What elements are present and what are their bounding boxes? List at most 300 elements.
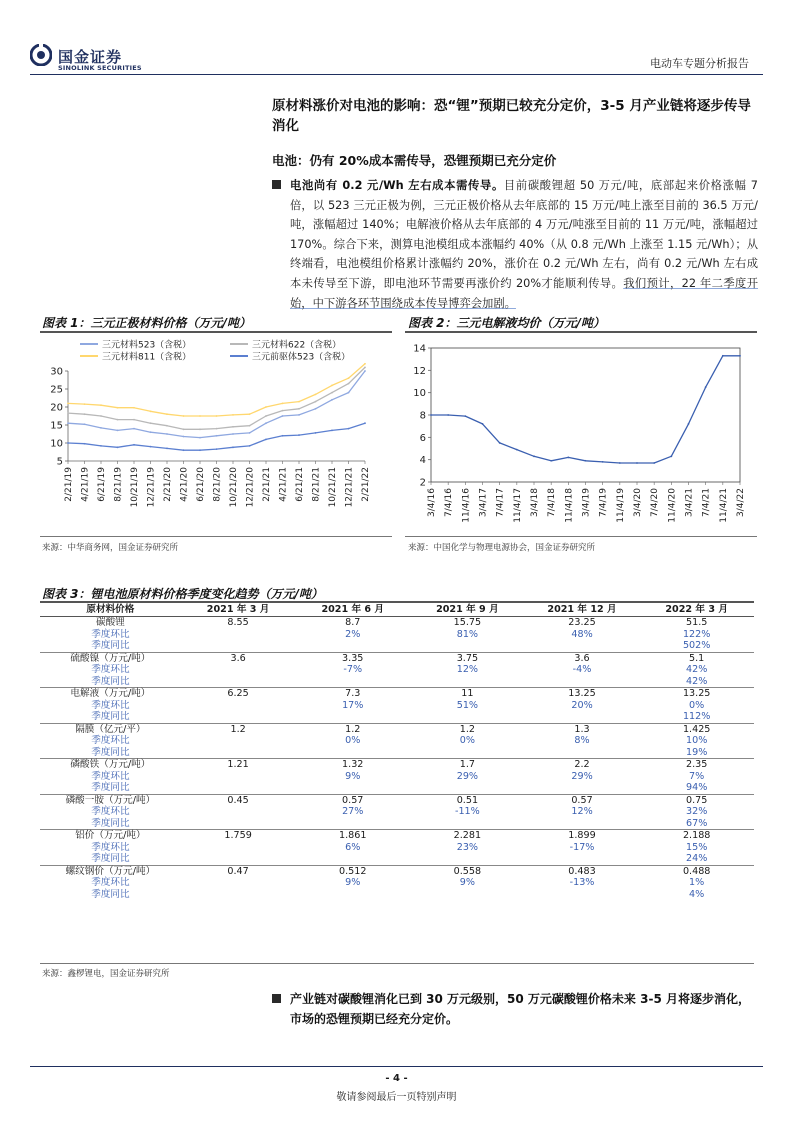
table-cell: 3.6 bbox=[181, 652, 296, 664]
table-cell: 3.35 bbox=[295, 652, 410, 664]
data-point bbox=[331, 392, 333, 394]
y-tick-label: 8 bbox=[419, 410, 426, 422]
table-cell: 0% bbox=[345, 735, 361, 746]
table-row-label: 螺纹钢价（万元/吨） bbox=[40, 865, 181, 877]
data-point bbox=[739, 355, 741, 357]
table-row bbox=[40, 782, 754, 794]
data-point bbox=[249, 445, 251, 447]
table-header-cell: 2021 年 12 月 bbox=[525, 604, 640, 617]
table-cell: 29% bbox=[456, 770, 479, 782]
table-cell: 0.512 bbox=[295, 865, 410, 877]
data-point bbox=[298, 434, 300, 436]
data-point bbox=[166, 425, 168, 427]
table-cell: 0.488 bbox=[639, 865, 754, 877]
data-point bbox=[133, 419, 135, 421]
table-cell bbox=[525, 747, 640, 759]
table-cell bbox=[410, 747, 525, 759]
data-point bbox=[249, 413, 251, 415]
table-cell bbox=[181, 877, 296, 889]
data-point bbox=[265, 415, 267, 417]
data-point bbox=[585, 460, 587, 462]
figure1-bottom-rule bbox=[40, 536, 392, 537]
data-point bbox=[117, 407, 119, 409]
y-tick-label: 25 bbox=[50, 384, 63, 396]
x-tick-label: 11/4/20 bbox=[667, 488, 678, 523]
table-cell: 502% bbox=[682, 640, 711, 651]
y-tick-label: 12 bbox=[413, 365, 426, 377]
x-tick-label: 7/4/19 bbox=[598, 488, 609, 517]
x-tick-label: 6/21/21 bbox=[295, 467, 305, 502]
table-cell bbox=[295, 782, 410, 794]
table-row-label: 季度同比 bbox=[91, 746, 130, 758]
data-point bbox=[348, 392, 350, 394]
data-point bbox=[232, 433, 234, 435]
data-point bbox=[348, 377, 350, 379]
x-tick-label: 8/21/20 bbox=[212, 467, 223, 502]
data-point bbox=[722, 355, 724, 357]
table-cell: 1.2 bbox=[410, 723, 525, 735]
table-cell: 11 bbox=[410, 688, 525, 700]
data-point bbox=[216, 428, 218, 430]
table-row-label: 季度环比 bbox=[91, 806, 130, 817]
table-cell: 0.483 bbox=[525, 865, 640, 877]
table-row-label: 季度环比 bbox=[91, 628, 130, 640]
data-point bbox=[150, 446, 152, 448]
table-row bbox=[40, 700, 754, 712]
table-row bbox=[40, 676, 754, 688]
data-point bbox=[183, 415, 185, 417]
table-header-cell: 原材料价格 bbox=[40, 604, 181, 617]
table-cell: 15% bbox=[686, 841, 708, 853]
x-tick-label: 11/4/18 bbox=[564, 488, 575, 523]
table-cell: 9% bbox=[345, 770, 361, 782]
table-row bbox=[40, 629, 754, 641]
data-point bbox=[430, 414, 432, 416]
logo-text-cn: 国金证券 bbox=[58, 48, 123, 66]
table-cell: 81% bbox=[456, 628, 479, 640]
data-point bbox=[100, 445, 102, 447]
data-point bbox=[364, 422, 366, 424]
data-point bbox=[331, 385, 333, 387]
table-cell bbox=[295, 818, 410, 830]
table-cell bbox=[410, 640, 525, 652]
table-cell: 9% bbox=[345, 877, 361, 888]
data-point bbox=[315, 432, 317, 434]
data-point bbox=[364, 367, 366, 369]
series-line bbox=[68, 371, 365, 438]
x-tick-label: 4/21/19 bbox=[80, 467, 91, 502]
data-point bbox=[364, 370, 366, 372]
table-cell bbox=[295, 747, 410, 759]
legend-label: 三元材料811（含税） bbox=[102, 352, 192, 363]
table-cell: 2.35 bbox=[639, 759, 754, 771]
table-cell bbox=[410, 818, 525, 830]
table-cell: -11% bbox=[454, 806, 480, 817]
figure2-source: 来源：中国化学与物理电源协会，国金证券研究所 bbox=[408, 543, 596, 553]
data-point bbox=[482, 423, 484, 425]
page-number: - 4 - bbox=[385, 1073, 408, 1084]
table-cell: -4% bbox=[572, 664, 592, 675]
table-cell: 9% bbox=[459, 877, 475, 888]
figure3-bottom-rule bbox=[40, 963, 754, 964]
x-tick-label: 3/4/19 bbox=[581, 488, 592, 517]
data-point bbox=[199, 415, 201, 417]
x-tick-label: 10/21/21 bbox=[328, 467, 338, 508]
table-row-label: 磷酸一胺（万元/吨） bbox=[40, 794, 181, 806]
table-cell bbox=[525, 853, 640, 865]
data-point bbox=[364, 363, 366, 365]
table-row bbox=[40, 830, 754, 842]
table-cell bbox=[410, 676, 525, 688]
data-point bbox=[67, 422, 69, 424]
x-tick-label: 7/4/16 bbox=[444, 488, 455, 517]
series-line bbox=[68, 423, 365, 450]
data-point bbox=[133, 407, 135, 409]
table-cell bbox=[525, 640, 640, 652]
x-tick-label: 7/4/20 bbox=[650, 488, 661, 517]
table-cell: 1.32 bbox=[295, 759, 410, 771]
y-tick-label: 15 bbox=[50, 420, 63, 432]
table-cell: 23% bbox=[456, 841, 479, 853]
table-row-label: 季度同比 bbox=[91, 888, 130, 900]
series-line bbox=[68, 364, 365, 416]
table-row bbox=[40, 723, 754, 735]
table-cell bbox=[410, 853, 525, 865]
table-cell bbox=[181, 889, 296, 901]
table-cell: 6.25 bbox=[181, 688, 296, 700]
y-tick-label: 5 bbox=[56, 456, 63, 468]
data-point bbox=[150, 410, 152, 412]
table-row-label: 季度环比 bbox=[91, 664, 130, 675]
data-point bbox=[348, 383, 350, 385]
y-tick-label: 20 bbox=[50, 402, 63, 414]
sub-heading: 电池：仍有 20%成本需传导，恐锂预期已充分定价 bbox=[272, 153, 557, 168]
table-cell: -13% bbox=[569, 877, 595, 888]
x-tick-label: 3/4/18 bbox=[530, 488, 540, 517]
table-cell: 13.25 bbox=[525, 688, 640, 700]
data-point bbox=[199, 428, 201, 430]
x-tick-label: 2/21/20 bbox=[163, 467, 173, 502]
table-cell bbox=[295, 676, 410, 688]
figure2-top-rule bbox=[405, 331, 757, 333]
table-cell: 1.7 bbox=[410, 759, 525, 771]
data-point bbox=[183, 436, 185, 438]
table-cell: 0% bbox=[459, 735, 475, 746]
table-cell bbox=[181, 782, 296, 794]
table-cell: 0.47 bbox=[181, 865, 296, 877]
table-cell bbox=[181, 747, 296, 759]
x-tick-label: 2/21/21 bbox=[262, 467, 272, 502]
x-tick-label: 8/21/21 bbox=[311, 467, 322, 502]
logo-text-en: SINOLINK SECURITIES bbox=[58, 64, 142, 72]
table-row-label: 硫酸镍（万元/吨） bbox=[40, 652, 181, 664]
data-point bbox=[150, 422, 152, 424]
table-cell: -17% bbox=[569, 841, 595, 853]
table-cell: 8% bbox=[574, 735, 590, 746]
data-point bbox=[100, 415, 102, 417]
table-row bbox=[40, 688, 754, 700]
data-point bbox=[199, 449, 201, 451]
table-row-label: 季度环比 bbox=[91, 877, 130, 888]
data-point bbox=[84, 403, 86, 405]
y-tick-label: 6 bbox=[419, 432, 426, 444]
table-cell: 112% bbox=[682, 711, 711, 722]
table-row-label: 季度环比 bbox=[91, 735, 130, 746]
x-tick-label: 7/4/17 bbox=[495, 488, 506, 517]
y-tick-label: 30 bbox=[50, 366, 63, 378]
table-row bbox=[40, 853, 754, 865]
data-point bbox=[447, 414, 449, 416]
data-point bbox=[84, 413, 86, 415]
table-cell: 67% bbox=[686, 817, 708, 829]
data-point bbox=[265, 439, 267, 441]
x-tick-label: 2/21/22 bbox=[361, 467, 371, 502]
x-tick-label: 3/4/16 bbox=[427, 488, 437, 517]
bullet-icon bbox=[272, 994, 281, 1003]
table-cell: 2.188 bbox=[639, 830, 754, 842]
data-point bbox=[315, 408, 317, 410]
x-tick-label: 11/4/21 bbox=[718, 488, 729, 523]
table-cell: 48% bbox=[571, 628, 593, 640]
table-row bbox=[40, 865, 754, 877]
table-row bbox=[40, 771, 754, 783]
paragraph-cost-transfer bbox=[290, 176, 758, 313]
table-cell: 0.57 bbox=[525, 794, 640, 806]
data-point bbox=[216, 415, 218, 417]
table-row-label: 季度同比 bbox=[91, 782, 130, 793]
table-cell: 42% bbox=[686, 675, 708, 687]
table-row-label: 季度环比 bbox=[91, 841, 130, 853]
y-tick-label: 2 bbox=[419, 477, 426, 489]
bullet-icon bbox=[272, 180, 281, 189]
table-header-cell: 2022 年 3 月 bbox=[639, 604, 754, 617]
table-cell: 32% bbox=[686, 806, 708, 817]
table-cell: 1% bbox=[689, 877, 705, 888]
table-cell bbox=[295, 711, 410, 723]
data-point bbox=[533, 455, 535, 457]
table-cell bbox=[181, 676, 296, 688]
plot-frame bbox=[431, 348, 740, 482]
data-point bbox=[117, 446, 119, 448]
table-row bbox=[40, 652, 754, 664]
data-point bbox=[282, 410, 284, 412]
x-tick-label: 8/21/19 bbox=[113, 467, 124, 502]
data-point bbox=[166, 433, 168, 435]
table-row bbox=[40, 806, 754, 818]
table-cell: 3.6 bbox=[525, 652, 640, 664]
x-tick-label: 2/21/19 bbox=[64, 467, 74, 502]
table-cell bbox=[525, 711, 640, 723]
table-cell bbox=[181, 700, 296, 712]
table-cell: 0.57 bbox=[295, 794, 410, 806]
paragraph-body: 目前碳酸锂超 50 万元/吨，底部起来价格涨幅 7 倍，以 523 三元正极为例，三元正极价格从去年底部的 15 万元/吨上涨至目前的 36.5 万元/吨，涨幅超过 140%；电解液价格从去年底部的 4 万元/吨涨至目前的 11 万元/吨，涨幅超过 170%。综合下来，测算电池模组成本涨幅约 40%（从 0.8 元/Wh 上涨至 1.15 元/Wh）；从终端看，电池模组价格累计涨幅约 20%，涨价在 0.2 元/Wh 左右，尚有 0.2 元/Wh 左右成本未传导至下游，即电池环节需要再涨价约 20%才能顺利传导。 bbox=[290, 179, 758, 290]
x-tick-label: 6/21/19 bbox=[97, 467, 107, 502]
footer-disclaimer-note: 敬请参阅最后一页特别声明 bbox=[336, 1092, 457, 1103]
series-line bbox=[68, 367, 365, 429]
table-cell: 1.899 bbox=[525, 830, 640, 842]
x-tick-label: 4/21/21 bbox=[278, 467, 289, 502]
x-tick-label: 7/4/21 bbox=[701, 488, 712, 517]
table-cell bbox=[181, 629, 296, 641]
data-point bbox=[653, 462, 655, 464]
data-point bbox=[117, 419, 119, 421]
paragraph-lithium-digest: 产业链对碳酸锂消化已到 30 万元级别，50 万元碳酸锂价格未来 3-5 月将逐步消化，市场的恐锂预期已经充分定价。 bbox=[290, 992, 750, 1026]
legend-label: 三元材料622（含税） bbox=[252, 340, 342, 351]
table-cell: 1.3 bbox=[525, 723, 640, 735]
data-point bbox=[516, 449, 518, 451]
table-cell bbox=[410, 782, 525, 794]
table-row bbox=[40, 842, 754, 854]
table-cell: 1.2 bbox=[295, 723, 410, 735]
table-cell bbox=[181, 806, 296, 818]
y-tick-label: 4 bbox=[419, 455, 426, 467]
data-point bbox=[67, 412, 69, 414]
table-cell: 2.2 bbox=[525, 759, 640, 771]
table-cell bbox=[410, 889, 525, 901]
table-cell: 29% bbox=[571, 770, 593, 782]
table-header-cell: 2021 年 6 月 bbox=[295, 604, 410, 617]
data-point bbox=[602, 461, 604, 463]
table-cell bbox=[181, 664, 296, 676]
table-cell: 23.25 bbox=[525, 617, 640, 629]
x-tick-label: 11/4/17 bbox=[512, 488, 523, 523]
table-row bbox=[40, 735, 754, 747]
data-point bbox=[199, 437, 201, 439]
data-point bbox=[133, 428, 135, 430]
table-row bbox=[40, 747, 754, 759]
table-row bbox=[40, 818, 754, 830]
table-cell: 8.55 bbox=[181, 617, 296, 629]
table-row-label: 季度同比 bbox=[91, 675, 130, 687]
figure3-title: 图表 3：锂电池原材料价格季度变化趋势（万元/吨） bbox=[42, 587, 323, 601]
table-cell bbox=[295, 853, 410, 865]
table-cell: 13.25 bbox=[639, 688, 754, 700]
data-point bbox=[331, 399, 333, 401]
data-point bbox=[636, 462, 638, 464]
table-cell bbox=[525, 782, 640, 794]
table-cell: 20% bbox=[571, 699, 593, 711]
table-cell: 24% bbox=[686, 853, 708, 864]
data-point bbox=[265, 422, 267, 424]
data-point bbox=[232, 446, 234, 448]
table-row-label: 季度同比 bbox=[91, 711, 130, 722]
x-tick-label: 12/21/20 bbox=[245, 467, 256, 508]
table-cell: 12% bbox=[571, 806, 593, 817]
raw-material-price-table bbox=[40, 604, 754, 900]
y-tick-label: 14 bbox=[413, 343, 426, 355]
table-cell: 1.2 bbox=[181, 723, 296, 735]
data-point bbox=[619, 462, 621, 464]
table-row-label: 磷酸铁（万元/吨） bbox=[40, 759, 181, 771]
table-cell: 6% bbox=[345, 841, 361, 853]
table-row-label: 季度同比 bbox=[91, 817, 130, 829]
table-header-row bbox=[40, 604, 754, 617]
table-row bbox=[40, 617, 754, 629]
table-cell: 10% bbox=[686, 735, 708, 746]
table-row-label: 电解液（万元/吨） bbox=[40, 688, 181, 700]
footer-divider bbox=[30, 1066, 763, 1067]
data-point bbox=[331, 430, 333, 432]
data-point bbox=[282, 415, 284, 417]
x-tick-label: 7/4/18 bbox=[547, 488, 558, 517]
table-cell: 0.558 bbox=[410, 865, 525, 877]
figure3-top-rule bbox=[40, 601, 754, 603]
data-point bbox=[315, 394, 317, 396]
table-cell: 122% bbox=[682, 628, 711, 640]
table-cell: 7% bbox=[689, 770, 705, 782]
figure3-source: 来源：鑫椤锂电，国金证券研究所 bbox=[42, 969, 170, 979]
table-cell: 15.75 bbox=[410, 617, 525, 629]
data-point bbox=[232, 426, 234, 428]
table-cell: 2% bbox=[345, 628, 361, 640]
table-cell: 17% bbox=[342, 699, 364, 711]
table-header-cell: 2021 年 9 月 bbox=[410, 604, 525, 617]
table-row-label: 隔膜（亿元/平） bbox=[40, 723, 181, 735]
data-point bbox=[464, 415, 466, 417]
table-cell: 3.75 bbox=[410, 652, 525, 664]
table-row bbox=[40, 759, 754, 771]
data-point bbox=[688, 423, 690, 425]
table-cell: 0.75 bbox=[639, 794, 754, 806]
data-point bbox=[567, 457, 569, 459]
data-point bbox=[183, 449, 185, 451]
x-tick-label: 10/21/19 bbox=[130, 467, 140, 508]
x-tick-label: 12/21/19 bbox=[146, 467, 157, 508]
legend-label: 三元材料523（含税） bbox=[102, 340, 192, 351]
figure1-source: 来源：中华商务网，国金证券研究所 bbox=[42, 543, 179, 553]
data-point bbox=[249, 425, 251, 427]
table-cell: -7% bbox=[343, 664, 363, 675]
table-cell: 51.5 bbox=[639, 617, 754, 629]
table-cell bbox=[525, 818, 640, 830]
x-tick-label: 11/4/19 bbox=[615, 488, 626, 523]
data-point bbox=[298, 414, 300, 416]
data-point bbox=[348, 428, 350, 430]
legend-label: 三元前驱体523（含税） bbox=[252, 352, 351, 363]
data-point bbox=[100, 427, 102, 429]
data-point bbox=[100, 404, 102, 406]
table-cell bbox=[525, 676, 640, 688]
table-cell: 1.21 bbox=[181, 759, 296, 771]
x-tick-label: 3/4/17 bbox=[478, 488, 489, 517]
data-point bbox=[150, 431, 152, 433]
header-divider bbox=[30, 74, 763, 75]
table-row-label: 季度环比 bbox=[91, 699, 130, 711]
table-cell bbox=[181, 842, 296, 854]
table-cell: 0.51 bbox=[410, 794, 525, 806]
table-cell: 8.7 bbox=[295, 617, 410, 629]
table-row bbox=[40, 794, 754, 806]
table-cell: 4% bbox=[689, 888, 705, 900]
table-cell: 0% bbox=[689, 699, 705, 711]
table-cell bbox=[181, 853, 296, 865]
x-tick-label: 3/4/21 bbox=[684, 488, 695, 517]
table-cell bbox=[181, 818, 296, 830]
table-cell bbox=[525, 889, 640, 901]
data-point bbox=[166, 413, 168, 415]
table-row-label: 季度同比 bbox=[91, 640, 130, 651]
x-tick-label: 10/21/20 bbox=[229, 467, 239, 508]
table-row bbox=[40, 889, 754, 901]
cathode-price-chart bbox=[40, 334, 392, 534]
data-point bbox=[282, 403, 284, 405]
table-row bbox=[40, 711, 754, 723]
x-tick-label: 3/4/20 bbox=[633, 488, 643, 517]
table-cell: 51% bbox=[456, 699, 479, 711]
series-line bbox=[431, 356, 740, 463]
figure1-title: 图表 1：三元正极材料价格（万元/吨） bbox=[42, 316, 251, 330]
electrolyte-price-chart bbox=[405, 334, 757, 534]
